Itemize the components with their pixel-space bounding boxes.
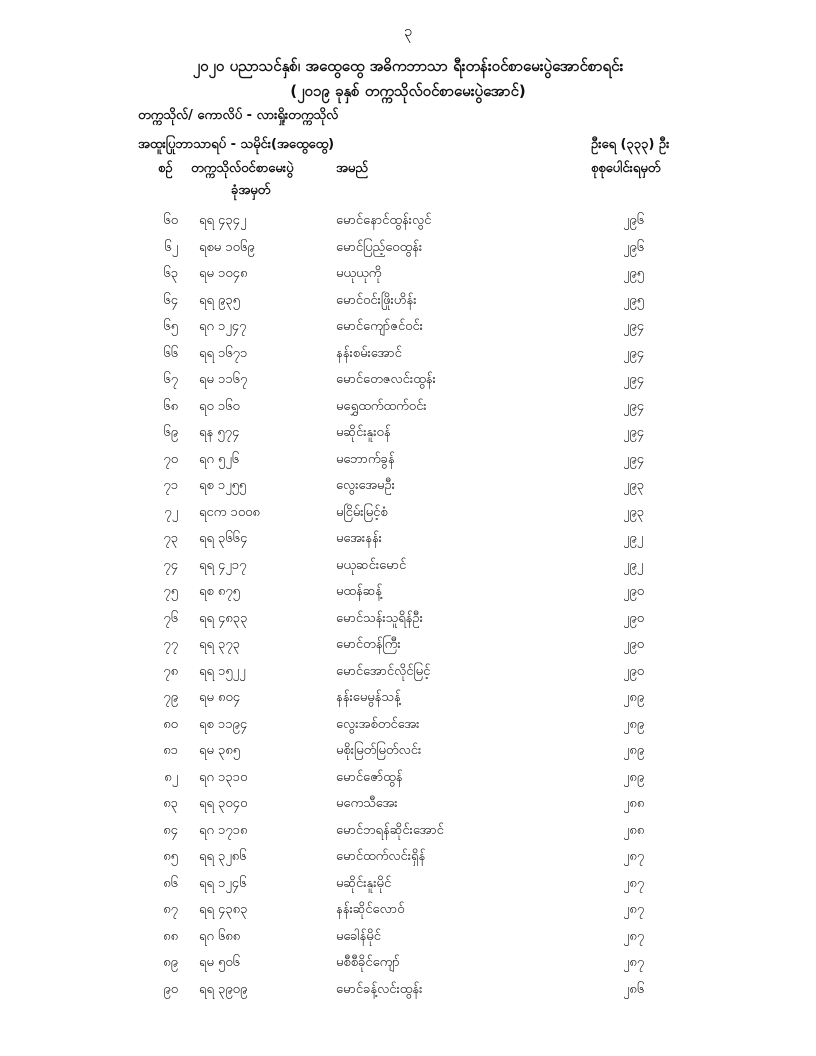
total-mark: ၂၉၂: [623, 557, 644, 573]
table-row: [0, 869, 816, 896]
table-row: [0, 471, 816, 498]
table-row: [0, 710, 816, 737]
column-header-roll-sub: ခုံအမှတ်: [231, 183, 271, 198]
roll-number: ရရ ၃၉၀၉: [199, 981, 248, 997]
roll-number: ရဂ ၁၂၄၇: [199, 319, 247, 334]
document-title: ၂၀၂၀ ပညာသင်နှစ်၊ အထွေထွေ အဓိကဘာသာ ရီးတန်းဝင်စာမေးပွဲအောင်စာရင်း: [192, 57, 624, 75]
roll-number: ရရ ၉၃၅: [199, 292, 240, 308]
row-number: ၈၅: [163, 849, 178, 864]
table-row: [0, 233, 816, 260]
total-mark: ၂၉၄: [623, 345, 645, 361]
row-number: ၈၄: [163, 822, 178, 838]
roll-number: ရဂ ၁၃၁၀: [199, 769, 248, 785]
total-mark: ၂၈၇: [623, 902, 645, 917]
roll-number: ရစ ၁၂၅၅: [199, 478, 247, 493]
student-name: နန်းစမ်းအောင်: [336, 345, 402, 361]
table-row: [0, 975, 816, 1002]
student-name: မဆိုင်းနူးမိုင်: [336, 875, 392, 891]
table-row: [0, 286, 816, 313]
row-number: ၇၄: [163, 557, 178, 573]
student-name: မဆိုင်းနူးဝန်: [336, 425, 391, 440]
total-mark: ၂၉၄: [623, 372, 645, 387]
total-mark: ၂၈၇: [623, 928, 645, 944]
roll-number: ရမ ၅၀၆: [199, 955, 240, 970]
table-row: [0, 392, 816, 419]
student-name: မစီစီခိုင်ကျော်: [336, 955, 400, 970]
total-mark: ၂၉၂: [623, 531, 644, 546]
student-name: မအေးနန်း: [336, 531, 382, 546]
roll-number: ရဂ ၁၇၁၈: [199, 822, 248, 838]
student-name: မောင်တေဇလင်းထွန်း: [336, 372, 436, 387]
student-name: မစိုးမြတ်မြတ်လင်း: [336, 743, 422, 758]
roll-number: ရရ ၃၂၈၆: [199, 849, 247, 864]
table-row: [0, 339, 816, 366]
total-mark: ၂၉၄: [623, 398, 645, 414]
table-row: [0, 312, 816, 339]
document-subtitle: (၂၀၁၉ ခုနှစ် တက္ကသိုလ်ဝင်စာမေးပွဲအောင်): [290, 82, 526, 100]
student-name: နန်းမေမွန်သန့်: [336, 690, 401, 705]
row-number: ၈၂: [164, 769, 178, 785]
total-mark: ၂၉၀: [623, 610, 645, 626]
total-mark: ၂၉၅: [623, 266, 645, 281]
roll-number: ရဂ ၆၈၈: [199, 928, 241, 944]
total-mark: ၂၈၈: [623, 796, 645, 811]
table-row: [0, 259, 816, 286]
roll-number: ရရ ၄၃၄၂: [199, 213, 247, 228]
student-name: မောင်တန်ကြီး: [336, 637, 401, 652]
student-name: မောင်ကျော်ဇင်ဝင်း: [336, 319, 423, 334]
student-name: မဘောက်ခွန်: [336, 451, 395, 467]
roll-number: ရရ ၄၈၃၃: [199, 610, 248, 626]
row-number: ၆၇: [163, 372, 178, 387]
roll-number: ရစ ၁၁၉၄: [199, 716, 248, 732]
roll-number: ရရ ၁၅၂၂: [199, 663, 246, 679]
table-row: [0, 445, 816, 472]
total-mark: ၂၉၀: [623, 663, 645, 679]
subject-line: အထူးပြုဘာသာရပ် - သမိုင်း(အထွေထွေ): [138, 137, 335, 152]
student-name: လွေးအေမဦး: [336, 478, 395, 493]
table-row: [0, 657, 816, 684]
table-row: [0, 418, 816, 445]
row-number: ၇၆: [163, 610, 178, 626]
row-number: ၇၃: [163, 531, 178, 546]
student-name: မထန်ဆန့်: [336, 584, 383, 599]
table-row: [0, 948, 816, 975]
student-name: မခေါန်မိုင်: [336, 928, 381, 944]
row-number: ၆၃: [163, 266, 178, 281]
roll-number: ရမ ၃၈၅: [199, 743, 241, 758]
table-row: [0, 498, 816, 525]
table-row: [0, 895, 816, 922]
table-row: [0, 524, 816, 551]
table-row: [0, 736, 816, 763]
row-number: ၆၂: [164, 239, 178, 255]
student-name: နန်းဆိုင်လောဝ်: [336, 902, 405, 917]
table-row: [0, 763, 816, 790]
total-mark: ၂၈၇: [623, 875, 645, 891]
column-header-roll: တက္ကသိုလ်ဝင်စာမေးပွဲ: [191, 161, 294, 176]
table-row: [0, 683, 816, 710]
row-number: ၆၅: [163, 319, 178, 334]
total-mark: ၂၈၇: [623, 955, 645, 970]
student-name: မယုဆင်းမောင်: [336, 557, 407, 573]
total-mark: ၂၈၉: [623, 716, 645, 732]
total-mark: ၂၈၇: [623, 849, 645, 864]
row-number: ၆၀: [163, 213, 178, 228]
table-row: [0, 842, 816, 869]
row-number: ၇၂: [164, 504, 178, 520]
table-row: [0, 630, 816, 657]
row-number: ၈၃: [163, 796, 178, 811]
roll-number: ရမ ၁၀၄၈: [199, 266, 248, 281]
row-number: ၇၉: [163, 690, 178, 705]
table-row: [0, 551, 816, 578]
student-name: မယုယုကို: [336, 266, 382, 281]
table-row: [0, 365, 816, 392]
student-name: မောင်အောင်လိုင်မြင့်: [336, 663, 431, 679]
row-number: ၇၀: [163, 451, 178, 467]
column-header-mark: စုစုပေါင်းရမှတ်: [591, 161, 661, 176]
row-number: ၇၁: [163, 478, 178, 493]
student-name: မကေသီအေး: [336, 796, 398, 811]
total-mark: ၂၉၄: [623, 451, 645, 467]
total-mark: ၂၈၉: [623, 769, 645, 785]
student-name: မောင်ထက်လင်းရှိန်: [336, 849, 426, 864]
table-row: [0, 922, 816, 949]
total-mark: ၂၈၆: [623, 981, 645, 997]
roll-number: ရငက ၁၀၀၈: [199, 504, 260, 520]
roll-number: ရမ ၁၁၆၇: [199, 372, 248, 387]
total-mark: ၂၈၈: [623, 822, 645, 838]
total-mark: ၂၈၉: [623, 690, 645, 705]
row-number: ၆၄: [163, 292, 178, 308]
student-name: မောင်ခန့်လင်းထွန်း: [336, 981, 423, 997]
roll-number: ရရ ၃၀၄၀: [199, 796, 248, 811]
total-mark: ၂၉၅: [623, 292, 645, 308]
row-number: ၉၀: [163, 981, 178, 997]
roll-number: ရရ ၁၂၄၆: [199, 875, 247, 891]
results-list: [0, 206, 816, 1001]
roll-number: ရရ ၃၇၃: [199, 637, 240, 652]
total-mark: ၂၉၆: [623, 213, 645, 228]
student-name: မငြိမ်းမြင့်စံ: [336, 504, 388, 520]
total-mark: ၂၉၃: [623, 478, 645, 493]
table-row: [0, 604, 816, 631]
student-count: ဦးရေ (၃၃၃) ဦး: [591, 137, 670, 152]
row-number: ၇၅: [163, 584, 178, 599]
row-number: ၇၈: [163, 663, 178, 679]
total-mark: ၂၉၃: [623, 504, 645, 520]
row-number: ၆၆: [163, 345, 178, 361]
table-row: [0, 206, 816, 233]
student-name: မောင်ဇော်ထွန်: [336, 769, 403, 785]
row-number: ၈၆: [163, 875, 178, 891]
roll-number: ရစမ ၁၀၆၉: [199, 239, 255, 255]
page-number: ၃: [403, 22, 413, 40]
student-name: မောင်သန်းသူရိန်ဦး: [336, 610, 423, 626]
row-number: ၈၈: [163, 928, 178, 944]
row-number: ၆၈: [163, 398, 178, 414]
total-mark: ၂၉၄: [623, 425, 645, 440]
student-name: မောင်နောင်ထွန်းလွင်: [336, 213, 432, 228]
student-name: မောင်ဝင်းဖြိုးဟိန်း: [336, 292, 417, 308]
total-mark: ၂၉၄: [623, 319, 645, 334]
roll-number: ရမ ၈၀၄: [199, 690, 241, 705]
roll-number: ရဝ ၁၆၀: [199, 398, 240, 414]
student-name: မောင်ပြည့်ဝေထွန်း: [336, 239, 423, 255]
row-number: ၈၇: [163, 902, 178, 917]
roll-number: ရန ၅၇၄: [199, 425, 240, 440]
total-mark: ၂၉၀: [623, 584, 645, 599]
roll-number: ရရ ၁၆၇၁: [199, 345, 248, 361]
university-line: တက္ကသိုလ်/ ကောလိပ် - လားရှိုးတက္ကသိုလ်: [138, 108, 339, 123]
roll-number: ရရ ၃၆၆၄: [199, 531, 248, 546]
column-header-no: စဉ်: [158, 161, 173, 176]
table-row: [0, 816, 816, 843]
student-name: လွေးအစ်တင်အေး: [336, 716, 420, 732]
row-number: ၈၁: [163, 743, 178, 758]
student-name: မရွှေထက်ထက်ဝင်း: [336, 398, 427, 414]
total-mark: ၂၈၉: [623, 743, 645, 758]
roll-number: ရဂ ၅၂၆: [199, 451, 240, 467]
roll-number: ရရ ၄၂၁၇: [199, 557, 247, 573]
table-row: [0, 789, 816, 816]
student-name: မောင်ဘရန်ဆိုင်းအောင်: [336, 822, 444, 838]
row-number: ၇၇: [163, 637, 178, 652]
row-number: ၈၉: [163, 955, 178, 970]
column-header-name: အမည်: [336, 161, 368, 176]
row-number: ၆၉: [163, 425, 178, 440]
row-number: ၈၀: [163, 716, 178, 732]
roll-number: ရစ ၈၇၅: [199, 584, 240, 599]
table-row: [0, 577, 816, 604]
total-mark: ၂၉၆: [623, 239, 645, 255]
roll-number: ရရ ၄၃၈၃: [199, 902, 248, 917]
total-mark: ၂၉၀: [623, 637, 645, 652]
